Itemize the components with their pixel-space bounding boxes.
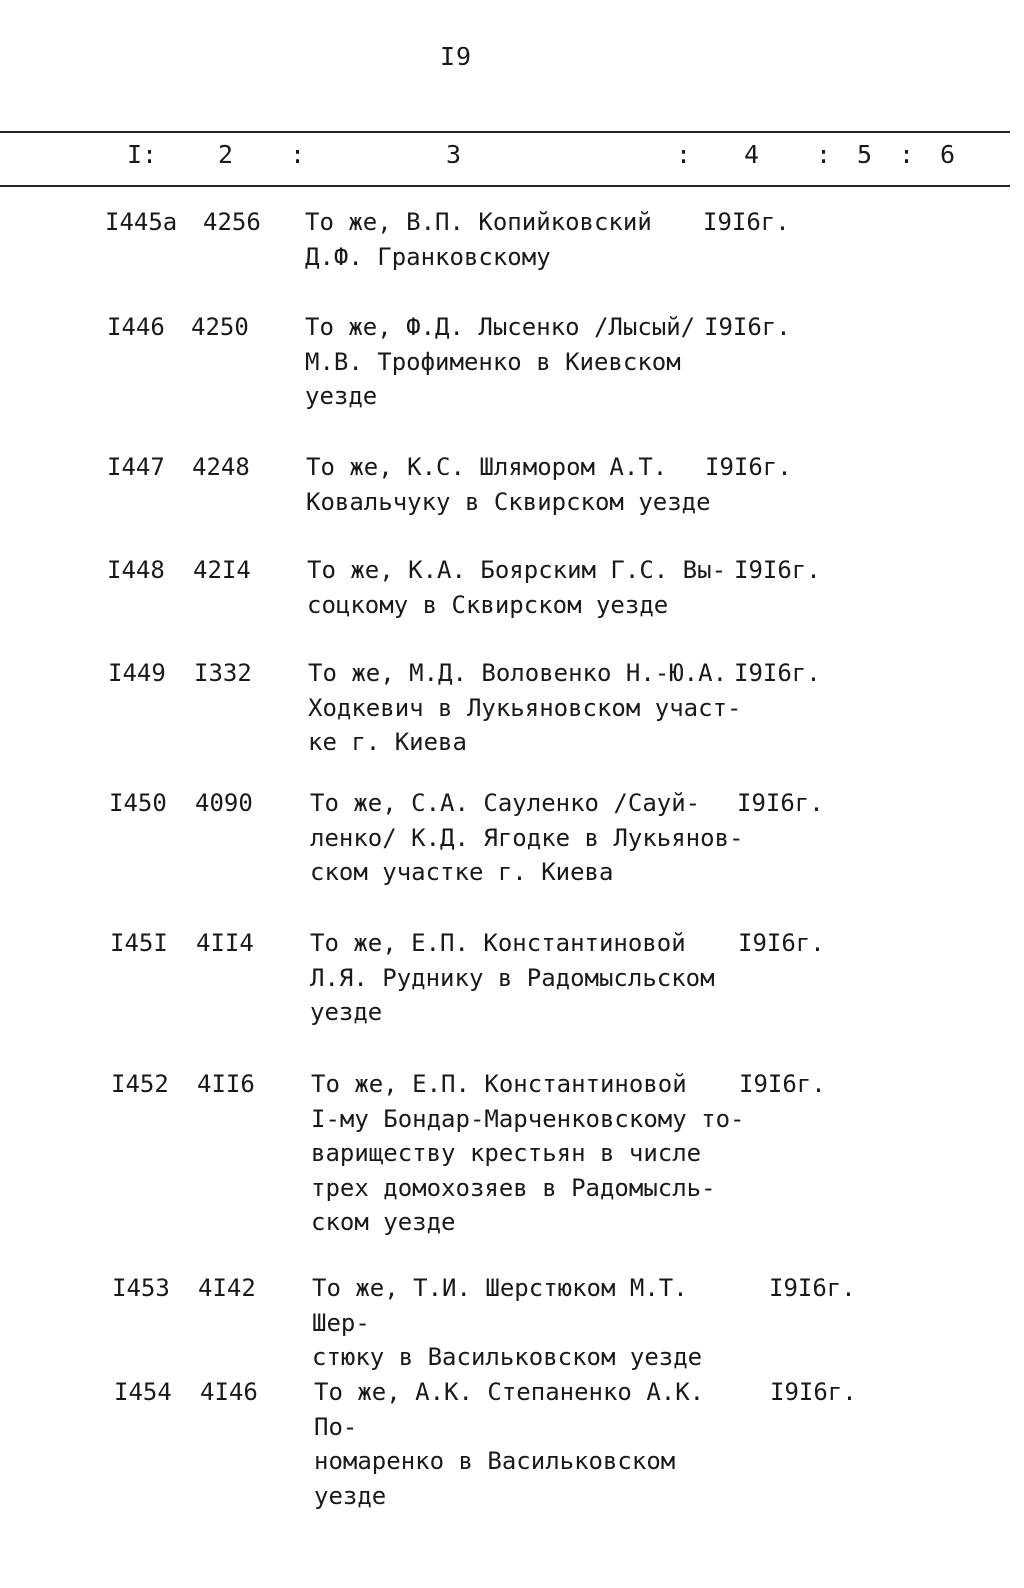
entry-number: I452	[111, 1070, 169, 1098]
entry-code: 4II6	[197, 1070, 255, 1098]
header-bottom-rule	[0, 185, 1010, 187]
entry-year: I9I6г.	[770, 1378, 857, 1406]
entry-code: 4256	[203, 208, 261, 236]
entry-code: 4250	[191, 313, 249, 341]
entry-year: I9I6г.	[738, 929, 825, 957]
column-header-4: 4	[744, 140, 760, 169]
column-header-separator: :	[816, 140, 832, 169]
column-header-1: I:	[127, 140, 158, 169]
entry-year: I9I6г.	[705, 453, 792, 481]
entry-number: I454	[114, 1378, 172, 1406]
entry-number: I448	[107, 556, 165, 584]
entry-year: I9I6г.	[704, 313, 791, 341]
entry-year: I9I6г.	[769, 1274, 856, 1302]
column-header-separator: :	[676, 140, 692, 169]
column-header-separator: :	[290, 140, 306, 169]
entry-description: То же, Е.П. Константиновой I-му Бондар-Марченковскому то- вариществу крестьян в числе трех домохозяев в Радомысль- ском уезде	[311, 1070, 745, 1236]
entry-description: То же, М.Д. Воловенко Н.-Ю.А. Ходкевич в Лукьяновском участ- ке г. Киева	[308, 659, 742, 756]
entry-description: То же, Т.И. Шерстюком М.Т. Шер- стюку в Васильковском уезде	[312, 1274, 703, 1371]
entry-year: I9I6г.	[734, 659, 821, 687]
entry-year: I9I6г.	[703, 208, 790, 236]
entry-description: То же, Е.П. Константиновой Л.Я. Руднику в Радомысльском уезде	[310, 929, 715, 1026]
entry-year: I9I6г.	[739, 1070, 826, 1098]
entry-description: То же, А.К. Степаненко А.К. По- номаренко в Васильковском уезде	[314, 1378, 705, 1510]
page-number: I9	[440, 42, 473, 71]
entry-code: 4248	[192, 453, 250, 481]
entry-code: 4090	[195, 789, 253, 817]
entry-description: То же, С.А. Сауленко /Сауй- ленко/ К.Д. Ягодке в Лукьянов- ском участке г. Киева	[310, 789, 744, 886]
entry-number: I450	[109, 789, 167, 817]
entry-number: I45I	[110, 929, 168, 957]
entry-code: 42I4	[193, 556, 251, 584]
entry-description: То же, К.А. Боярским Г.С. Вы- соцкому в Сквирском уезде	[307, 556, 727, 619]
entry-number: I446	[107, 313, 165, 341]
entry-code: I332	[194, 659, 252, 687]
entry-description: То же, К.С. Шлямором А.Т. Ковальчуку в Сквирском уезде	[306, 453, 711, 516]
entry-year: I9I6г.	[737, 789, 824, 817]
header-top-rule	[0, 131, 1010, 133]
entry-number: I449	[108, 659, 166, 687]
entry-code: 4I42	[198, 1274, 256, 1302]
entry-description: То же, В.П. Копийковский Д.Ф. Гранковскому	[305, 208, 652, 271]
column-header-3: 3	[446, 140, 462, 169]
entry-year: I9I6г.	[734, 556, 821, 584]
entry-description: То же, Ф.Д. Лысенко /Лысый/ М.В. Трофименко в Киевском уезде	[305, 313, 696, 410]
entry-code: 4I46	[200, 1378, 258, 1406]
column-header-5: 5	[857, 140, 873, 169]
entry-number: I447	[107, 453, 165, 481]
entry-code: 4II4	[196, 929, 254, 957]
column-header-6: 6	[940, 140, 956, 169]
entry-number: I453	[112, 1274, 170, 1302]
entry-number: I445а	[105, 208, 178, 236]
column-header-separator: :	[899, 140, 915, 169]
column-header-2: 2	[218, 140, 234, 169]
